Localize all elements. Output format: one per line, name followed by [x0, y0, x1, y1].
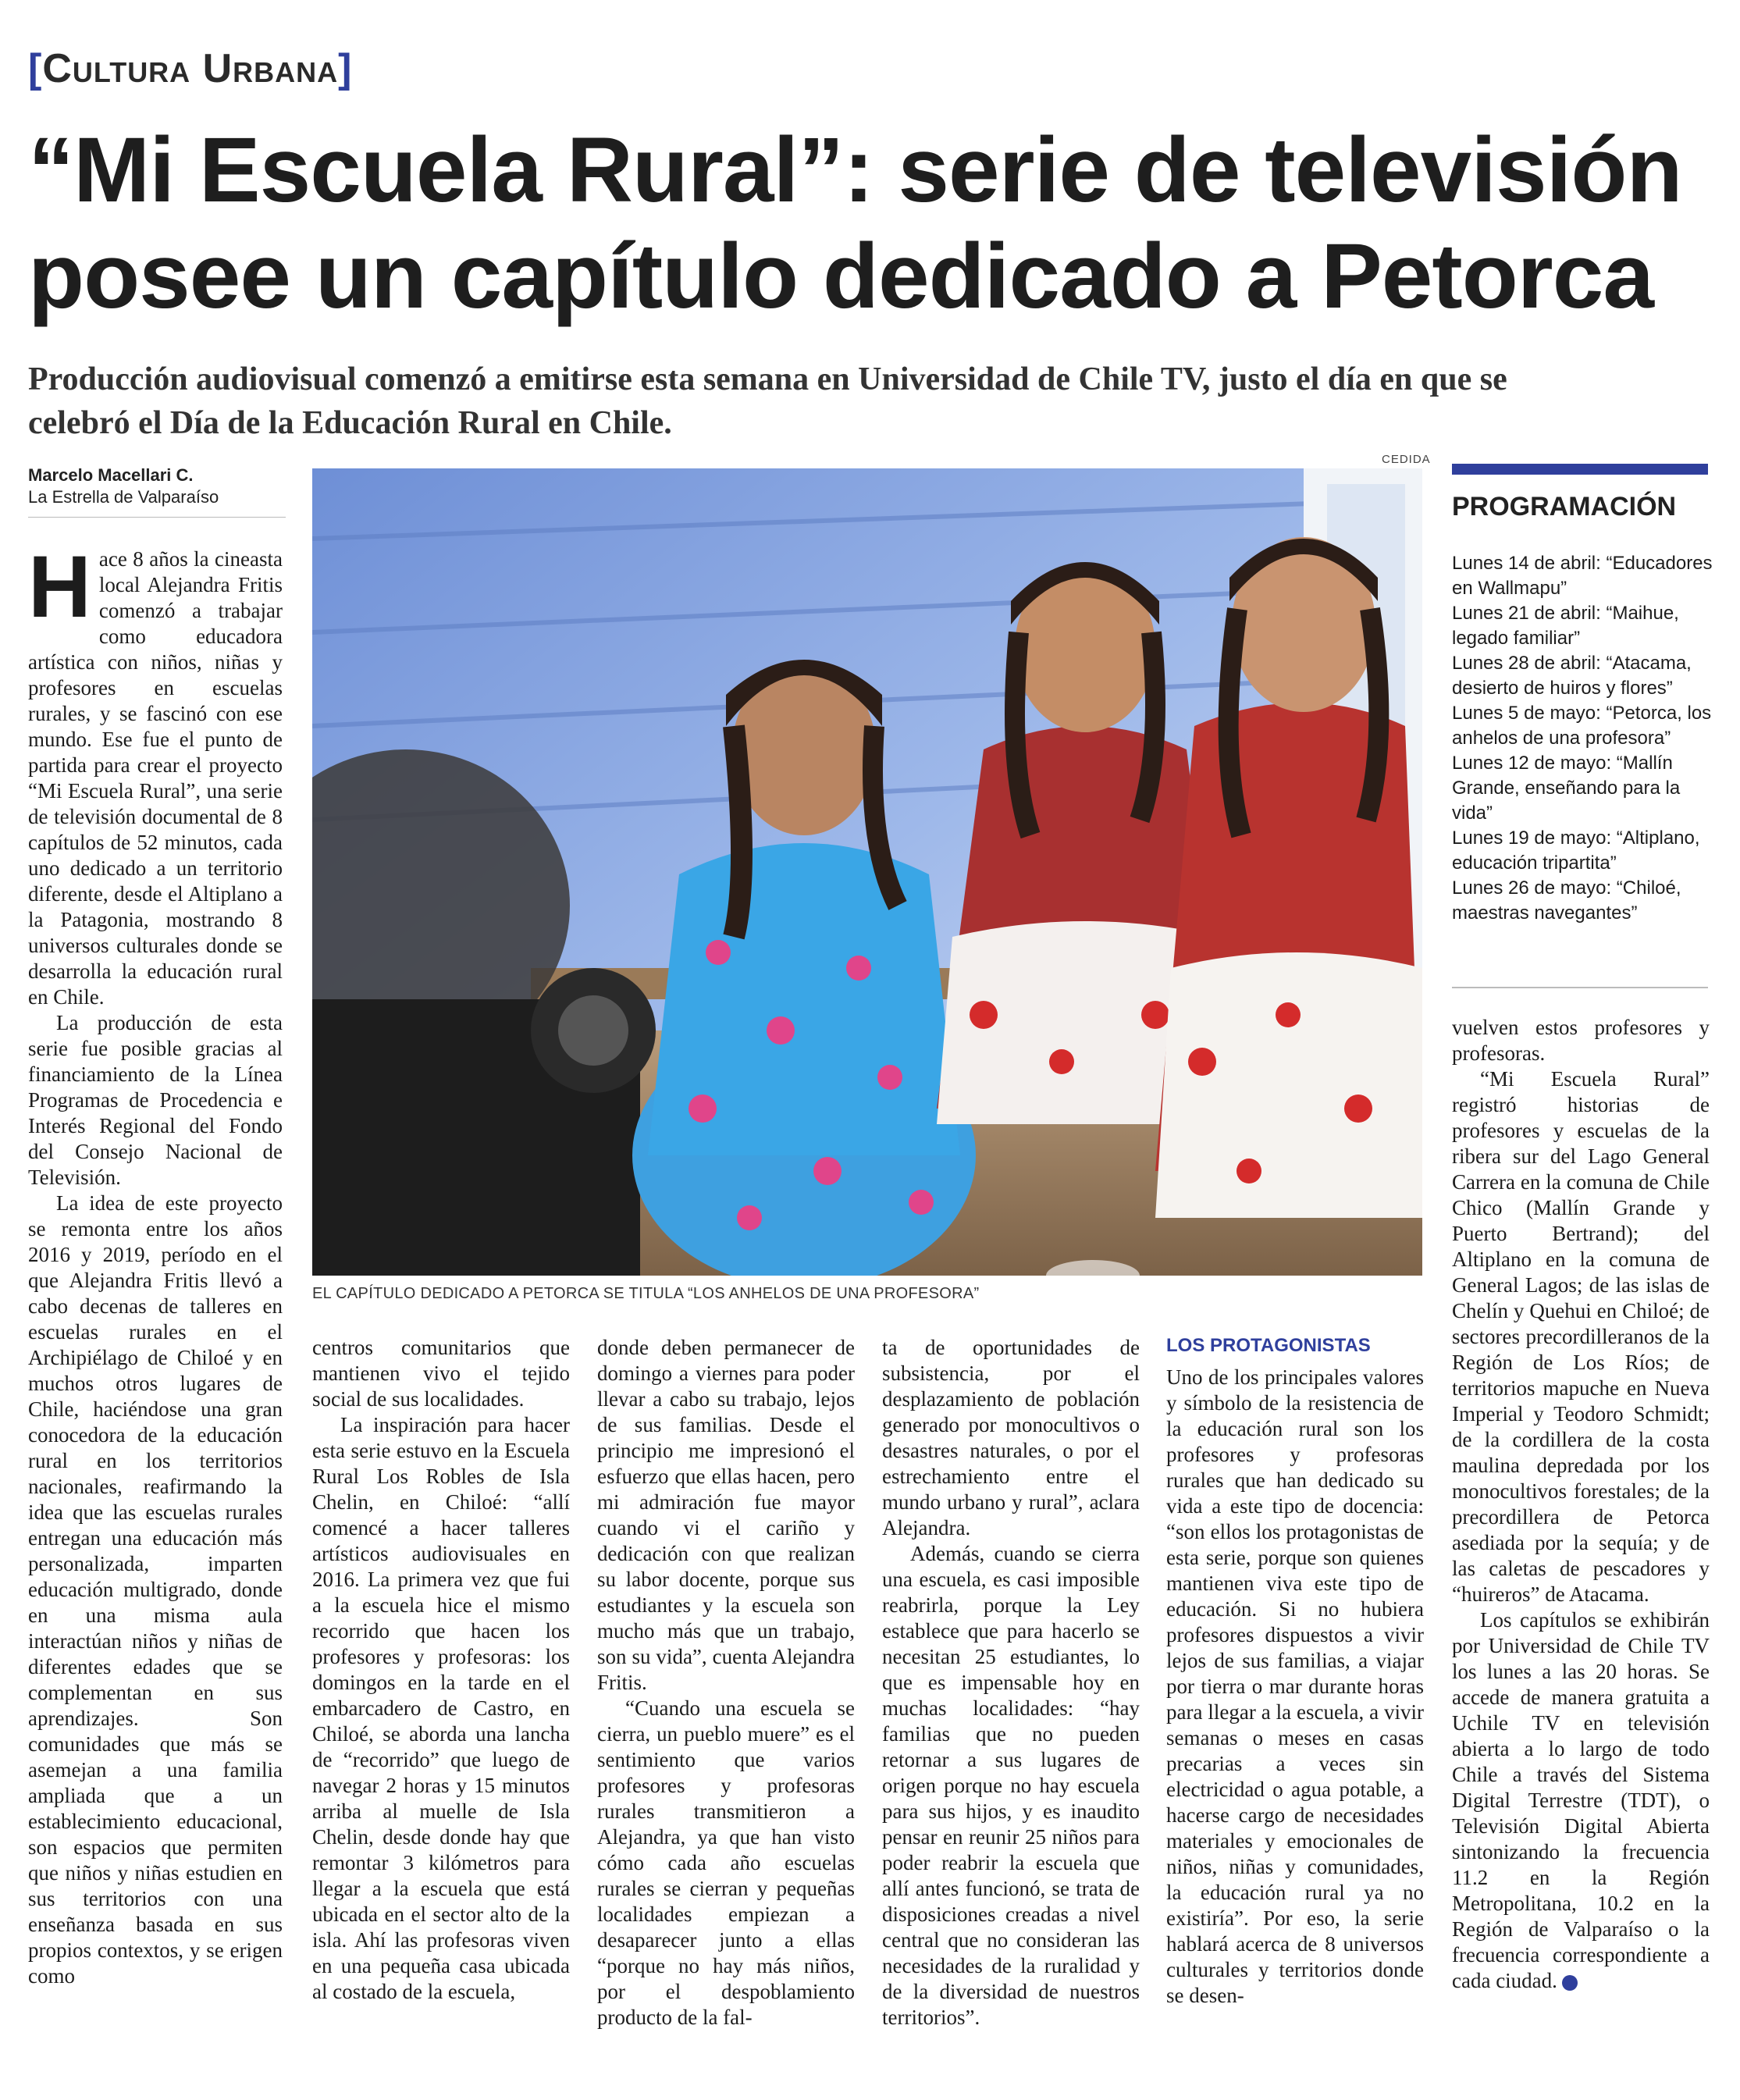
- section-tag: [28, 45, 353, 92]
- body-paragraph: “Mi Escuela Rural” registró historias de profesores y escuelas de la ribera sur del Lago General Carrera en la comuna de Chile Chico (Mallín Grande y Puerto Bertrand); del Altiplano en la comuna de General Lagos; de las islas de Chelín y Quehui en Chiloé; de sectores precordilleranos de la Región de Los Ríos; de territorios mapuche en Nueva Imperial y Teodoro Schmidt; de la cordillera de la costa maulina depredada por los monocultivos forestales; de la precordillera de Petorca asediada por la sequía; y de las caletas de pescadores y “huireros” de Atacama.: [1452, 1067, 1710, 1606]
- body-paragraph: Uno de los principales valores y símbolo de la resistencia de la educación rural son los profesores y profesoras rurales que han dedicado su vida a este tipo de docencia: “son ellos los protagonistas de esta serie, porque son quienes mantienen viva este tipo de educación. Si no hubiera profesores dispuestos a vivir lejos de sus familias, a viajar por tierra o mar durante horas para llegar a la escuela, a vivir semanas o meses en casas precarias a veces sin electricidad o agua potable, a hacerse cargo de necesidades materiales y emocionales de niños, niñas y comunidades, la educación rural ya no existiría”. Por eso, la serie hablará acerca de 8 universos culturales y territorios donde se desen-: [1166, 1365, 1424, 2007]
- photo-credit: CEDIDA: [1382, 453, 1431, 466]
- section-label: Cultura Urbana: [42, 46, 339, 91]
- body-paragraph: La producción de esta serie fue posible gracias al financiamiento de la Línea Programas de Procedencia e Interés Regional del Fondo del Consejo Nacional de Televisión.: [28, 1011, 283, 1189]
- body-paragraph: La inspiración para hacer esta serie estuvo en la Escuela Rural Los Robles de Isla Chelin, en Chiloé: “allí comencé a hacer talleres artísticos audiovisuales en 2016. La primera vez que fui a la escuela hice el mismo recorrido que hacen los profesores y profesoras: los domingos en la tarde en el embarcadero de Castro, en Chiloé, se aborda una lancha de “recorrido” que luego de navegar 2 horas y 15 minutos arriba al muelle de Isla Chelin, desde donde hay que remontar 3 kilómetros para llegar a la escuela que está ubicada en el sector alto de la isla. Ahí las profesoras viven en una pequeña casa ubicada al costado de la escuela,: [312, 1413, 570, 2003]
- body-column-4: [882, 1335, 1140, 2031]
- section-subtitle: LOS PROTAGONISTAS: [1166, 1335, 1371, 1356]
- body-paragraph: ta de oportunidades de subsistencia, por el desplazamiento de población generado por monocultivos o desastres naturales, o por el estrechamiento entre el mundo urbano y rural”, aclara Alejandra.: [882, 1336, 1140, 1539]
- section-bracket-right: ]: [338, 46, 353, 91]
- body-paragraph: donde deben permanecer de domingo a viernes para poder llevar a cabo su trabajo, lejos de sus familias. Desde el principio me impresionó el esfuerzo que ellas hacen, pero mi admiración fue mayor cuando vi el cariño y dedicación con que realizan su labor docente, porque sus estudiantes y la escuela son mucho más que un trabajo, son su vida”, cuenta Alejandra Fritis.: [597, 1336, 855, 1694]
- sidebar-title: PROGRAMACIÓN: [1452, 492, 1677, 521]
- schedule-item: Lunes 26 de mayo: “Chiloé, maestras navegantes”: [1452, 877, 1681, 924]
- body-paragraph: [28, 538, 283, 1010]
- sidebar-schedule-list: [1452, 551, 1717, 926]
- body-column-5: [1166, 1365, 1424, 2009]
- deck: Producción audiovisual comenzó a emitirse esta semana en Universidad de Chile TV, justo el día en que se celebró el Día de la Educación Rural en Chile.: [28, 361, 1507, 441]
- body-column-3: [597, 1335, 855, 2031]
- body-paragraph: centros comunitarios que mantienen vivo el tejido social de sus localidades.: [312, 1336, 570, 1411]
- byline-author: Marcelo Macellari C.: [28, 465, 194, 485]
- byline-publication: La Estrella de Valparaíso: [28, 487, 219, 507]
- paragraph-text: Los capítulos se exhibirán por Universidad de Chile TV los lunes a las 20 horas. Se accede de manera gratuita a Uchile TV en televisión abierta a lo largo de todo Chile a través del Sistema Digital Terrestre (TDT), o Televisión Digital Abierta sintonizando la frecuencia 11.2 en la Región Metropolitana, 10.2 en la Región de Valparaíso o la frecuencia correspondiente a cada ciudad.: [1452, 1608, 1710, 1992]
- sidebar-accent-bar: [1452, 464, 1708, 475]
- body-column-2: [312, 1335, 570, 2005]
- body-paragraph: La idea de este proyecto se remonta entre los años 2016 y 2019, período en el que Alejandra Fritis llevó a cabo decenas de talleres en escuelas rurales en el Archipiélago de Chiloé y en muchos otros lugares de Chile, haciéndose una gran conocedora de la educación rural en los territorios nacionales, reafirmando la idea que las escuelas rurales entregan una educación más personalizada, imparten educación multigrado, donde en una misma aula interactúan niños y niñas de diferentes edades que se complementan en sus aprendizajes. Son comunidades que más se asemejan a una familia ampliada que a un establecimiento educacional, son espacios que permiten que niños y niñas estudien en sus territorios con una enseñanza basada en sus propios contextos, y se erigen como: [28, 1191, 283, 1988]
- body-column-1: [28, 538, 283, 1989]
- body-paragraph: “Cuando una escuela se cierra, un pueblo muere” es el sentimiento que varios profesores y profesoras rurales transmitieron a Alejandra, ya que han visto cómo cada año escuelas rurales se cierran y pequeñas localidades empiezan a desaparecer junto a ellas “porque no hay más niños, por el despoblamiento producto de la fal-: [597, 1696, 855, 2029]
- dropcap: H: [28, 538, 91, 635]
- schedule-item: Lunes 19 de mayo: “Altiplano, educación tripartita”: [1452, 828, 1700, 874]
- schedule-item: Lunes 12 de mayo: “Mallín Grande, enseñando para la vida”: [1452, 753, 1681, 824]
- body-paragraph: [1452, 1607, 1710, 1994]
- section-bracket-left: [: [28, 46, 43, 91]
- article-photo: [312, 468, 1422, 1276]
- paragraph-text: ace 8 años la cineasta local Alejandra Fritis comenzó a trabajar como educadora artística con niños, niñas y profesores en escuelas rurales, y se fascinó con ese mundo. Ese fue el punto de partida para crear el proyecto “Mi Escuela Rural”, una serie de televisión documental de 8 capítulos de 52 minutos, cada uno dedicado a un territorio diferente, desde el Altiplano a la Patagonia, mostrando 8 universos culturales donde se desarrolla la educación rural en Chile.: [28, 547, 283, 1009]
- photo-illustration: [312, 468, 1422, 1276]
- body-paragraph: vuelven estos profesores y profesoras.: [1452, 1016, 1710, 1065]
- sidebar-divider: [1452, 987, 1708, 988]
- schedule-item: Lunes 14 de abril: “Educadores en Wallmapu”: [1452, 553, 1713, 599]
- headline: “Mi Escuela Rural”: serie de televisión posee un capítulo dedicado a Petorca: [28, 119, 1682, 328]
- end-of-article-icon: [1562, 1975, 1578, 1991]
- schedule-item: Lunes 28 de abril: “Atacama, desierto de huiros y flores”: [1452, 653, 1692, 699]
- photo-caption: EL CAPÍTULO DEDICADO A PETORCA SE TITULA “LOS ANHELOS DE UNA PROFESORA”: [312, 1285, 980, 1302]
- body-paragraph: Además, cuando se cierra una escuela, es casi imposible reabrirla, porque la Ley establece que para hacerlo se necesitan 25 estudiantes, lo que es impensable hoy en muchas localidades: “hay familias que no pueden retornar a sus lugares de origen porque no hay escuela para sus hijos, y es inaudito pensar en reunir 25 niños para poder reabrir la escuela que allí antes funcionó, se trata de disposiciones creadas a nivel central que no consideran las necesidades de la ruralidad y de la diversidad de nuestros territorios”.: [882, 1542, 1140, 2029]
- schedule-item: Lunes 5 de mayo: “Petorca, los anhelos de una profesora”: [1452, 703, 1712, 749]
- byline-divider: [28, 517, 286, 518]
- body-column-6: [1452, 1015, 1710, 1994]
- schedule-item: Lunes 21 de abril: “Maihue, legado familiar”: [1452, 603, 1679, 649]
